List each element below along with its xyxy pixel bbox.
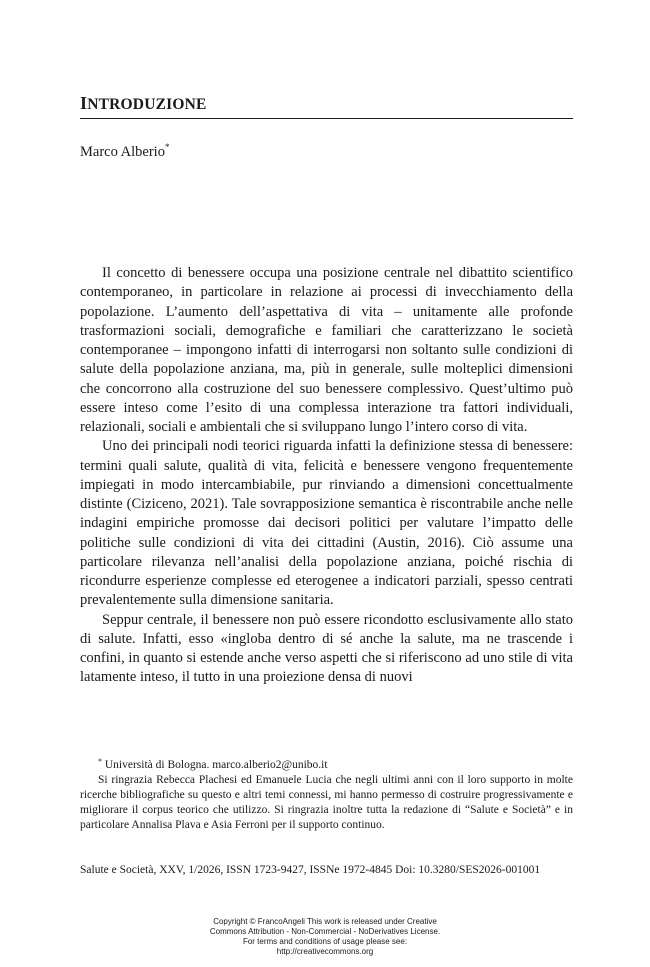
author-footnote-marker[interactable]: * — [164, 142, 170, 152]
paragraph-1: Il concetto di benessere occupa una posizione centrale nel dibattito scientifico contemporaneo, in particolare in relazione ai processi di invecchiamento della popolazione. L’aumento dell’aspettativa di vita – unitamente alle profonde trasformazioni sociali, demografiche e familiari che caratterizzano le società contemporanee – impongono infatti di interrogarsi non soltanto sulle condizioni di salute della popolazione anziana, ma, più in generale, sulle molteplici dimensioni che concorrono alla costruzione del suo benessere complessivo. Quest’ultimo può essere inteso come l’esito di una complessa interazione tra fattori individuali, relazionali, sociali e ambientali che si sviluppano lungo l’intero corso di vita. — [80, 265, 573, 435]
license-line-3: For terms and conditions of usage please see: — [242, 937, 408, 946]
author-name: Marco Alberio — [80, 144, 165, 160]
heading-rest: NTRODUZIONE — [87, 96, 207, 113]
journal-citation: Salute e Società, XXV, 1/2026, ISSN 1723-9427, ISSNe 1972-4845 Doi: 10.3280/SES2026-001001 — [80, 864, 541, 876]
body-text — [80, 264, 573, 688]
footnote-affiliation — [80, 754, 573, 773]
footnotes — [80, 754, 573, 833]
footnote-acknowledgment: Si ringrazia Rebecca Plachesi ed Emanuele Lucia che negli ultimi anni con il loro supporto in molte ricerche bibliografiche su questo e altri temi connessi, mi hanno permesso di costruire progressivamente e migliorare il corpus teorico che utilizzo. Si ringrazia inoltre tutta la redazione di “Salute e Società” e in particolare Annalisa Plava e Asia Ferroni per il supporto continuo. — [80, 774, 573, 831]
section-heading — [80, 94, 573, 119]
heading-initial: I — [80, 93, 88, 113]
paragraph-3: Seppur centrale, il benessere non può essere ricondotto esclusivamente allo stato di salute. Infatti, esso «ingloba dentro di sé anche la salute, ma ne trascende i confini, in quanto si estende anche verso aspetti che si riferiscono ad uno stile di vita latamente inteso, il tutto in una proiezione densa di nuovi — [80, 611, 573, 686]
author-line — [80, 138, 169, 161]
license-notice — [150, 917, 500, 957]
license-line-2: Commons Attribution - Non-Commercial - NoDerivatives License. — [209, 927, 441, 936]
paragraph-2: Uno dei principali nodi teorici riguarda infatti la definizione stessa di benessere: termini quali salute, qualità di vita, felicità e benessere vengono frequentemente impiegati in modo intercambiabile, pur rinviando a dimensioni concettualmente distinte (Ciziceno, 2021). Tale sovrapposizione semantica è riscontrabile anche nelle indagini empiriche promosse dai decisori politici per valutare l’impatto delle politiche sulle condizioni di vita dei cittadini (Austin, 2016). Ciò assume una particolare rilevanza nell’analisi della popolazione anziana, poiché rischia di ricondurre esperienze complesse ed eterogenee a indicatori parziali, spesso centrati prevalentemente sulla dimensione sanitaria. — [80, 438, 573, 609]
license-link[interactable]: http://creativecommons.org — [276, 947, 374, 956]
license-line-1: Copyright © FrancoAngeli This work is released under Creative — [213, 917, 437, 926]
footnote-marker: * — [98, 757, 102, 766]
affiliation-text: Università di Bologna. marco.alberio2@unibo.it — [104, 759, 328, 771]
